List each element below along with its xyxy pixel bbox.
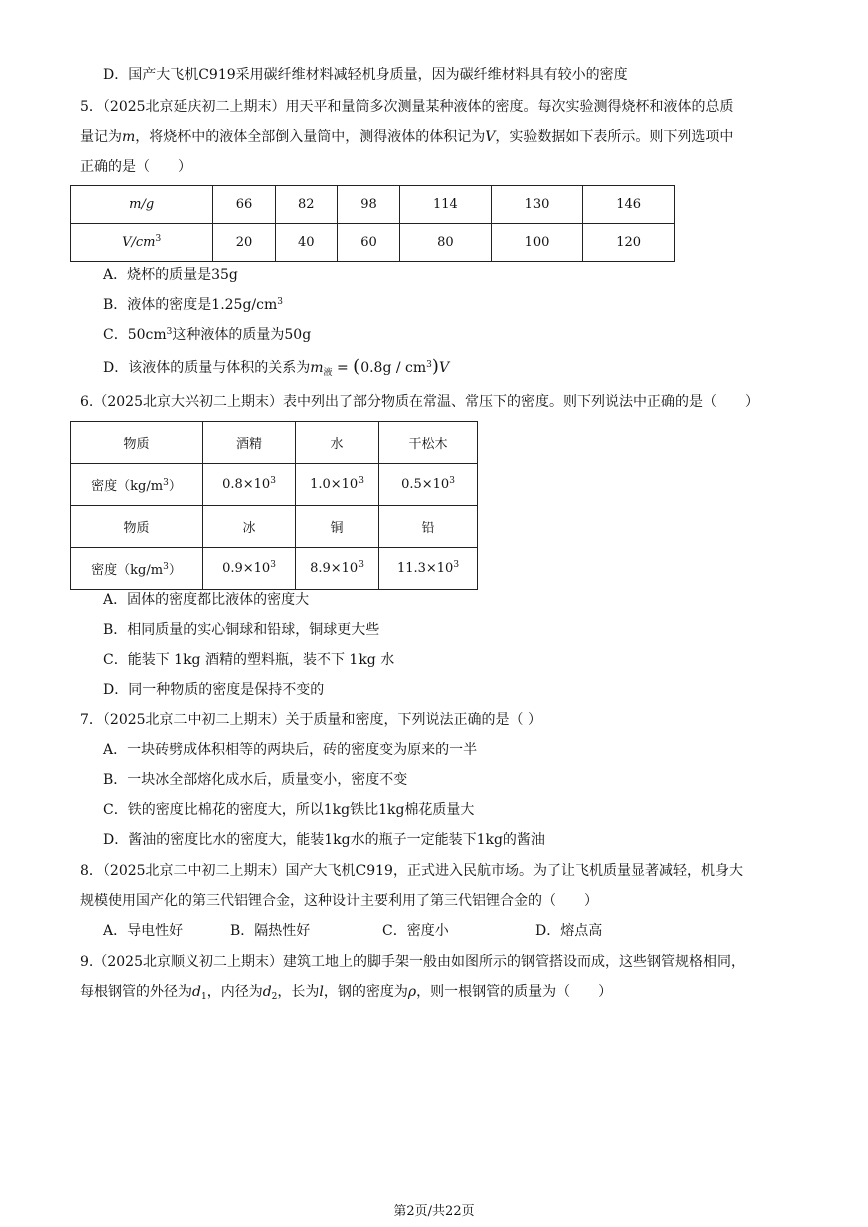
table-row bbox=[71, 506, 478, 548]
table-row bbox=[71, 422, 478, 464]
q5-option-a: A．烧杯的质量是35g bbox=[103, 267, 238, 283]
table-row bbox=[71, 186, 675, 224]
table-cell: m/g bbox=[71, 186, 213, 224]
table-cell: 120 bbox=[583, 224, 675, 262]
q9-stem-line1: 9.（2025北京顺义初二上期末）建筑工地上的脚手架一般由如图所示的钢管搭设而成，这些钢管规格相同， bbox=[80, 954, 745, 970]
table-cell: $8.9\times 10^3$ bbox=[296, 548, 379, 590]
table-cell: 130 bbox=[491, 186, 583, 224]
table-cell: 水 bbox=[296, 422, 379, 464]
q5-option-b: B．液体的密度是$1.25g/cm^3$ bbox=[103, 297, 283, 313]
q7-option-d: D．酱油的密度比水的密度大，能装1kg水的瓶子一定能装下1kg的酱油 bbox=[103, 832, 545, 848]
q5-data-table bbox=[70, 185, 675, 262]
q6-density-table bbox=[70, 421, 478, 590]
table-row bbox=[71, 464, 478, 506]
table-cell: $0.8\times 10^3$ bbox=[203, 464, 296, 506]
table-row bbox=[71, 548, 478, 590]
q7-stem: 7．（2025北京二中初二上期末）关于质量和密度，下列说法正确的是（ ） bbox=[80, 712, 542, 728]
table-cell: 密度$(kg/m^3)$ bbox=[71, 464, 203, 506]
q7-option-c: C．铁的密度比棉花的密度大，所以1kg铁比1kg棉花质量大 bbox=[103, 802, 475, 818]
q8-stem-line2: 规模使用国产化的第三代铝锂合金，这种设计主要利用了第三代铝锂合金的（ ） bbox=[80, 893, 598, 909]
table-cell: 98 bbox=[337, 186, 399, 224]
q9-stem-line2: 每根钢管的外径为$d_1$，内径为$d_2$，长为l，钢的密度为ρ，则一根钢管的质量为（ ） bbox=[80, 984, 613, 1002]
table-cell: 物质 bbox=[71, 422, 203, 464]
q5-option-d: D．该液体的质量与体积的关系为$m_液 = (0.8g / cm^3)V$ bbox=[103, 356, 450, 378]
table-row bbox=[71, 224, 675, 262]
q8-option-d: D．熔点高 bbox=[535, 923, 603, 939]
table-cell: 114 bbox=[400, 186, 492, 224]
q6-stem: 6.（2025北京大兴初二上期末）表中列出了部分物质在常温、常压下的密度。则下列说法中正确的是（ ） bbox=[80, 394, 759, 410]
q8-stem-line1: 8．（2025北京二中初二上期末）国产大飞机C919，正式进入民航市场。为了让飞机质量显著减轻，机身大 bbox=[80, 863, 743, 879]
table-cell: $1.0\times 10^3$ bbox=[296, 464, 379, 506]
table-cell: 密度$(kg/m^3)$ bbox=[71, 548, 203, 590]
q5-stem-line1: 5．（2025北京延庆初二上期末）用天平和量筒多次测量某种液体的密度。每次实验测得烧杯和液体的总质 bbox=[80, 99, 734, 115]
table-cell: 铜 bbox=[296, 506, 379, 548]
q8-option-c: C．密度小 bbox=[382, 923, 449, 939]
table-cell: 20 bbox=[213, 224, 275, 262]
q7-option-a: A．一块砖劈成体积相等的两块后，砖的密度变为原来的一半 bbox=[103, 742, 478, 758]
q7-option-b: B．一块冰全部熔化成水后，质量变小，密度不变 bbox=[103, 772, 408, 788]
table-cell: 82 bbox=[275, 186, 337, 224]
table-cell: 146 bbox=[583, 186, 675, 224]
q8-option-a: A．导电性好 bbox=[103, 923, 184, 939]
table-cell: $V/cm^3$ bbox=[71, 224, 213, 262]
q6-option-c: C．能装下 1kg 酒精的塑料瓶，装不下 1kg 水 bbox=[103, 652, 395, 668]
q4-option-d: D．国产大飞机C919采用碳纤维材料减轻机身质量，因为碳纤维材料具有较小的密度 bbox=[103, 67, 628, 83]
table-cell: 物质 bbox=[71, 506, 203, 548]
table-cell: 66 bbox=[213, 186, 275, 224]
table-cell: $11.3\times 10^3$ bbox=[379, 548, 478, 590]
table-cell: 40 bbox=[275, 224, 337, 262]
table-cell: 铅 bbox=[379, 506, 478, 548]
table-cell: 干松木 bbox=[379, 422, 478, 464]
page-number-footer: 第2页/共22页 bbox=[393, 1204, 475, 1219]
density-formula: $m_液 = (0.8g / cm^3)V$ bbox=[310, 356, 450, 378]
table-cell: 酒精 bbox=[203, 422, 296, 464]
q5-option-c: C．$50cm^3$这种液体的质量为50g bbox=[103, 327, 312, 343]
table-cell: 60 bbox=[337, 224, 399, 262]
table-cell: $0.5\times 10^3$ bbox=[379, 464, 478, 506]
q5-stem-line2: 量记为m，将烧杯中的液体全部倒入量筒中，测得液体的体积记为V，实验数据如下表所示。则下列选项中 bbox=[80, 129, 734, 145]
q6-option-d: D．同一种物质的密度是保持不变的 bbox=[103, 682, 325, 698]
table-cell: $0.9\times 10^3$ bbox=[203, 548, 296, 590]
table-cell: 80 bbox=[400, 224, 492, 262]
q6-option-a: A．固体的密度都比液体的密度大 bbox=[103, 592, 310, 608]
q6-option-b: B．相同质量的实心铜球和铅球，铜球更大些 bbox=[103, 622, 380, 638]
q5-stem-line3: 正确的是（ ） bbox=[80, 159, 192, 175]
table-cell: 冰 bbox=[203, 506, 296, 548]
q8-option-b: B．隔热性好 bbox=[230, 923, 311, 939]
table-cell: 100 bbox=[491, 224, 583, 262]
